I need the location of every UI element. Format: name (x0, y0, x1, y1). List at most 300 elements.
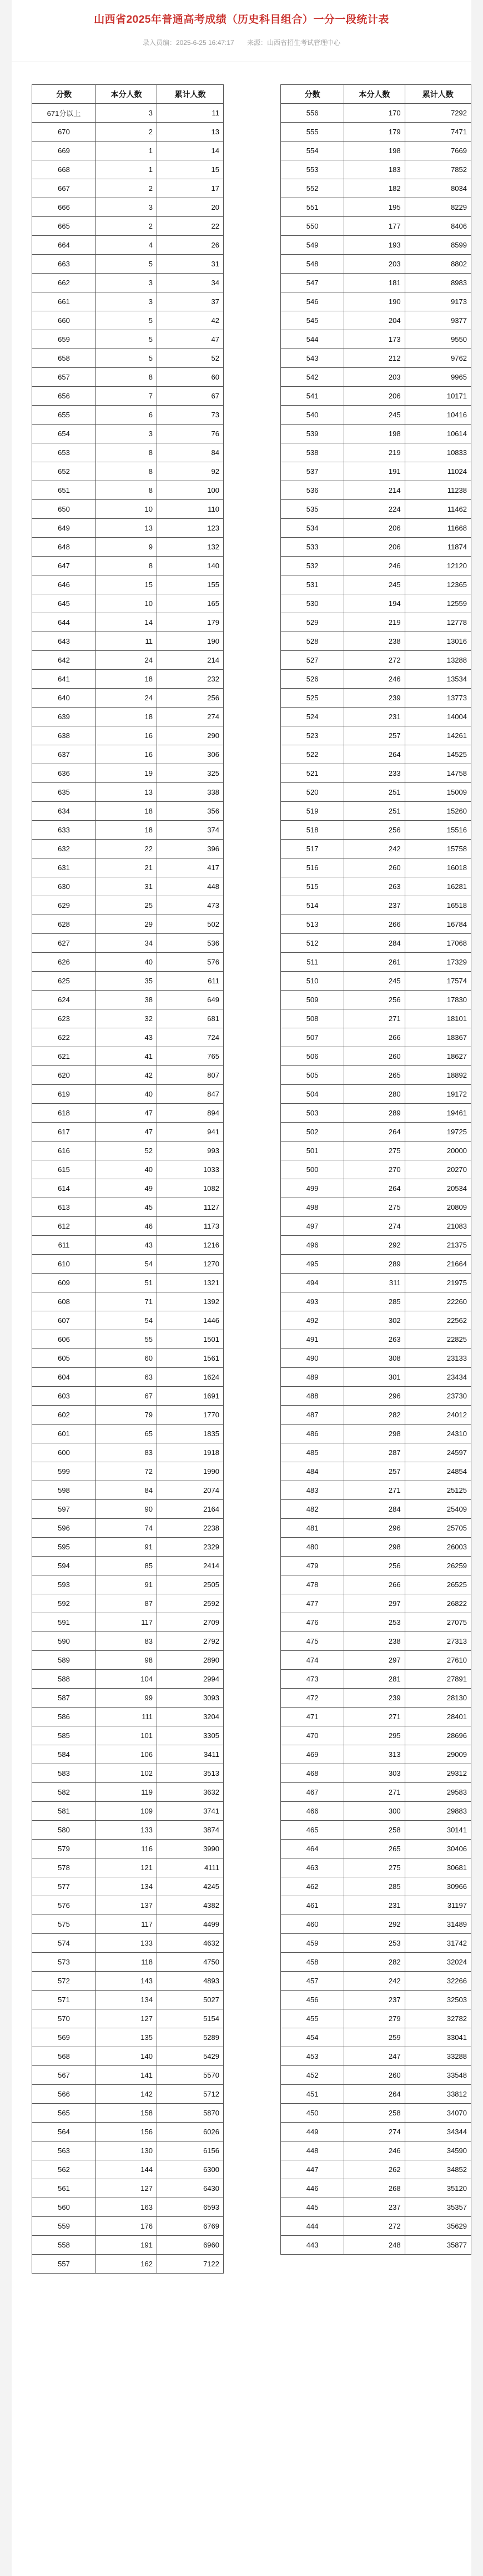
table-row (281, 1311, 471, 1330)
table-row (32, 877, 224, 896)
score-cell: 490 (281, 1349, 344, 1368)
score-cell: 638 (32, 726, 96, 745)
score-cell: 607 (32, 1311, 96, 1330)
cumulative-cell: 23730 (405, 1387, 471, 1406)
cumulative-cell: 576 (157, 953, 224, 972)
cumulative-cell: 2792 (157, 1632, 224, 1651)
cumulative-cell: 941 (157, 1123, 224, 1141)
score-cell: 447 (281, 2160, 344, 2179)
count-cell: 303 (344, 1764, 405, 1783)
table-row (281, 1274, 471, 1292)
count-cell: 38 (96, 991, 157, 1009)
cumulative-cell: 448 (157, 877, 224, 896)
cumulative-cell: 11462 (405, 500, 471, 519)
header-count: 本分人数 (344, 85, 405, 104)
cumulative-cell: 8802 (405, 255, 471, 274)
cumulative-cell: 2238 (157, 1519, 224, 1538)
header-score: 分数 (32, 85, 96, 104)
table-row (281, 406, 471, 425)
table-row (281, 1991, 471, 2009)
source-info: 来源：山西省招生考试管理中心 (247, 39, 341, 47)
table-row (281, 179, 471, 198)
count-cell: 266 (344, 1028, 405, 1047)
table-row (32, 1085, 224, 1104)
page-title: 山西省2025年普通高考成绩（历史科目组合）一分一段统计表 (94, 14, 389, 26)
cumulative-cell: 30681 (405, 1858, 471, 1877)
table-row (281, 1896, 471, 1915)
score-cell: 579 (32, 1840, 96, 1858)
table-row (32, 104, 224, 123)
table-row (281, 1085, 471, 1104)
score-cell: 462 (281, 1877, 344, 1896)
cumulative-cell: 20270 (405, 1160, 471, 1179)
count-cell: 206 (344, 387, 405, 406)
cumulative-cell: 7669 (405, 142, 471, 160)
table-row (281, 311, 471, 330)
count-cell: 111 (96, 1708, 157, 1726)
cumulative-cell: 42 (157, 311, 224, 330)
score-cell: 556 (281, 104, 344, 123)
score-cell: 493 (281, 1292, 344, 1311)
table-row (281, 1217, 471, 1236)
score-cell: 642 (32, 651, 96, 670)
score-cell: 555 (281, 123, 344, 142)
count-cell: 18 (96, 802, 157, 821)
score-cell: 634 (32, 802, 96, 821)
cumulative-cell: 4893 (157, 1972, 224, 1991)
score-cell: 621 (32, 1047, 96, 1066)
count-cell: 72 (96, 1462, 157, 1481)
table-row (32, 1406, 224, 1425)
count-cell: 182 (344, 179, 405, 198)
score-cell: 649 (32, 519, 96, 538)
table-row (32, 1745, 224, 1764)
cumulative-cell: 9965 (405, 368, 471, 387)
score-cell: 605 (32, 1349, 96, 1368)
score-cell: 539 (281, 425, 344, 443)
count-cell: 176 (96, 2217, 157, 2236)
cumulative-cell: 27313 (405, 1632, 471, 1651)
cumulative-cell: 26003 (405, 1538, 471, 1557)
table-row (32, 1425, 224, 1443)
count-cell: 127 (96, 2179, 157, 2198)
cumulative-cell: 13534 (405, 670, 471, 689)
cumulative-cell: 10416 (405, 406, 471, 425)
cumulative-cell: 22562 (405, 1311, 471, 1330)
table-row (281, 1406, 471, 1425)
score-cell: 595 (32, 1538, 96, 1557)
cumulative-cell: 536 (157, 934, 224, 953)
cumulative-cell: 6960 (157, 2236, 224, 2255)
cumulative-cell: 29883 (405, 1802, 471, 1821)
table-row (32, 594, 224, 613)
table-row (32, 726, 224, 745)
score-cell: 474 (281, 1651, 344, 1670)
count-cell: 101 (96, 1726, 157, 1745)
count-cell: 40 (96, 1160, 157, 1179)
table-row (32, 255, 224, 274)
count-cell: 158 (96, 2104, 157, 2123)
header-score: 分数 (281, 85, 344, 104)
table-row (32, 1255, 224, 1274)
table-row (281, 1594, 471, 1613)
count-cell: 140 (96, 2047, 157, 2066)
count-cell: 65 (96, 1425, 157, 1443)
count-cell: 2 (96, 217, 157, 236)
score-cell: 523 (281, 726, 344, 745)
table-row (32, 142, 224, 160)
table-row (281, 877, 471, 896)
cumulative-cell: 15758 (405, 840, 471, 858)
score-cell: 618 (32, 1104, 96, 1123)
score-cell: 549 (281, 236, 344, 255)
cumulative-cell: 47 (157, 330, 224, 349)
table-row (32, 1292, 224, 1311)
cumulative-cell: 20534 (405, 1179, 471, 1198)
cumulative-cell: 3513 (157, 1764, 224, 1783)
score-cell: 513 (281, 915, 344, 934)
cumulative-cell: 15 (157, 160, 224, 179)
count-cell: 40 (96, 953, 157, 972)
score-cell: 641 (32, 670, 96, 689)
table-row (32, 1840, 224, 1858)
count-cell: 265 (344, 1066, 405, 1085)
cumulative-cell: 256 (157, 689, 224, 708)
score-cell: 460 (281, 1915, 344, 1934)
cumulative-cell: 12778 (405, 613, 471, 632)
count-cell: 54 (96, 1255, 157, 1274)
cumulative-cell: 12559 (405, 594, 471, 613)
table-row (32, 2085, 224, 2104)
count-cell: 141 (96, 2066, 157, 2085)
count-cell: 263 (344, 877, 405, 896)
count-cell: 98 (96, 1651, 157, 1670)
count-cell: 297 (344, 1651, 405, 1670)
score-cell: 461 (281, 1896, 344, 1915)
score-cell: 507 (281, 1028, 344, 1047)
table-row (32, 991, 224, 1009)
score-cell: 502 (281, 1123, 344, 1141)
count-cell: 258 (344, 2104, 405, 2123)
cumulative-cell: 6300 (157, 2160, 224, 2179)
cumulative-cell: 22825 (405, 1330, 471, 1349)
score-cell: 609 (32, 1274, 96, 1292)
score-cell: 535 (281, 500, 344, 519)
score-cell: 481 (281, 1519, 344, 1538)
table-row (281, 915, 471, 934)
cumulative-cell: 24597 (405, 1443, 471, 1462)
cumulative-cell: 1990 (157, 1462, 224, 1481)
score-cell: 548 (281, 255, 344, 274)
table-row (32, 349, 224, 368)
cumulative-cell: 28696 (405, 1726, 471, 1745)
table-row (32, 1538, 224, 1557)
cumulative-cell: 1501 (157, 1330, 224, 1349)
count-cell: 231 (344, 708, 405, 726)
count-cell: 262 (344, 2160, 405, 2179)
score-cell: 501 (281, 1141, 344, 1160)
score-cell: 599 (32, 1462, 96, 1481)
table-row (281, 519, 471, 538)
count-cell: 282 (344, 1406, 405, 1425)
table-row (32, 1104, 224, 1123)
table-row (281, 1934, 471, 1953)
count-cell: 204 (344, 311, 405, 330)
score-cell: 475 (281, 1632, 344, 1651)
cumulative-cell: 5027 (157, 1991, 224, 2009)
score-cell: 496 (281, 1236, 344, 1255)
table-row (281, 2066, 471, 2085)
score-cell: 534 (281, 519, 344, 538)
table-row (32, 1123, 224, 1141)
cumulative-cell: 1082 (157, 1179, 224, 1198)
count-cell: 1 (96, 142, 157, 160)
count-cell: 271 (344, 1783, 405, 1802)
table-row (281, 500, 471, 519)
table-row (281, 557, 471, 575)
cumulative-cell: 765 (157, 1047, 224, 1066)
table-row (32, 934, 224, 953)
score-cell: 453 (281, 2047, 344, 2066)
count-cell: 106 (96, 1745, 157, 1764)
count-cell: 260 (344, 858, 405, 877)
table-row (32, 575, 224, 594)
table-row (281, 708, 471, 726)
count-cell: 55 (96, 1330, 157, 1349)
cumulative-cell: 1835 (157, 1425, 224, 1443)
count-cell: 1 (96, 160, 157, 179)
score-cell: 590 (32, 1632, 96, 1651)
score-cell: 639 (32, 708, 96, 726)
cumulative-cell: 306 (157, 745, 224, 764)
cumulative-cell: 7852 (405, 160, 471, 179)
table-header-row (281, 85, 471, 104)
table-row (32, 274, 224, 292)
count-cell: 117 (96, 1915, 157, 1934)
table-row (32, 1236, 224, 1255)
score-cell: 640 (32, 689, 96, 708)
table-row (32, 387, 224, 406)
cumulative-cell: 29583 (405, 1783, 471, 1802)
cumulative-cell: 140 (157, 557, 224, 575)
cumulative-cell: 356 (157, 802, 224, 821)
table-row (281, 2104, 471, 2123)
table-row (281, 1651, 471, 1670)
table-row (32, 2198, 224, 2217)
count-cell: 127 (96, 2009, 157, 2028)
cumulative-cell: 11 (157, 104, 224, 123)
table-row (32, 311, 224, 330)
table-row (32, 2255, 224, 2274)
cumulative-cell: 33548 (405, 2066, 471, 2085)
cumulative-cell: 31197 (405, 1896, 471, 1915)
table-row (32, 292, 224, 311)
count-cell: 198 (344, 142, 405, 160)
cumulative-cell: 30141 (405, 1821, 471, 1840)
cumulative-cell: 2074 (157, 1481, 224, 1500)
table-row (281, 387, 471, 406)
table-row (32, 2141, 224, 2160)
count-cell: 29 (96, 915, 157, 934)
score-cell: 533 (281, 538, 344, 557)
cumulative-cell: 15009 (405, 783, 471, 802)
score-cell: 478 (281, 1575, 344, 1594)
table-row (32, 708, 224, 726)
score-cell: 662 (32, 274, 96, 292)
score-cell: 495 (281, 1255, 344, 1274)
score-cell: 591 (32, 1613, 96, 1632)
cumulative-cell: 3305 (157, 1726, 224, 1745)
cumulative-cell: 190 (157, 632, 224, 651)
cumulative-cell: 3632 (157, 1783, 224, 1802)
table-row (281, 1689, 471, 1708)
cumulative-cell: 894 (157, 1104, 224, 1123)
score-cell: 646 (32, 575, 96, 594)
score-cell: 633 (32, 821, 96, 840)
count-cell: 219 (344, 613, 405, 632)
count-cell: 203 (344, 368, 405, 387)
cumulative-cell: 22 (157, 217, 224, 236)
count-cell: 5 (96, 330, 157, 349)
cumulative-cell: 1624 (157, 1368, 224, 1387)
count-cell: 219 (344, 443, 405, 462)
count-cell: 7 (96, 387, 157, 406)
count-cell: 272 (344, 651, 405, 670)
count-cell: 63 (96, 1368, 157, 1387)
cumulative-cell: 17830 (405, 991, 471, 1009)
score-cell: 588 (32, 1670, 96, 1689)
table-row (32, 1858, 224, 1877)
score-cell: 665 (32, 217, 96, 236)
score-cell: 508 (281, 1009, 344, 1028)
score-cell: 494 (281, 1274, 344, 1292)
score-cell: 544 (281, 330, 344, 349)
score-cell: 600 (32, 1443, 96, 1462)
score-cell: 562 (32, 2160, 96, 2179)
cumulative-cell: 2994 (157, 1670, 224, 1689)
cumulative-cell: 60 (157, 368, 224, 387)
count-cell: 3 (96, 198, 157, 217)
table-row (32, 368, 224, 387)
header-cumulative: 累计人数 (157, 85, 224, 104)
score-cell: 448 (281, 2141, 344, 2160)
count-cell: 238 (344, 1632, 405, 1651)
table-row (32, 896, 224, 915)
count-cell: 32 (96, 1009, 157, 1028)
count-cell: 245 (344, 406, 405, 425)
cumulative-cell: 32266 (405, 1972, 471, 1991)
score-cell: 538 (281, 443, 344, 462)
count-cell: 271 (344, 1708, 405, 1726)
score-cell: 630 (32, 877, 96, 896)
cumulative-cell: 14261 (405, 726, 471, 745)
cumulative-cell: 5870 (157, 2104, 224, 2123)
score-cell: 560 (32, 2198, 96, 2217)
score-cell: 550 (281, 217, 344, 236)
cumulative-cell: 10171 (405, 387, 471, 406)
score-cell: 598 (32, 1481, 96, 1500)
score-cell: 519 (281, 802, 344, 821)
cumulative-cell: 24310 (405, 1425, 471, 1443)
cumulative-cell: 23133 (405, 1349, 471, 1368)
table-row (281, 1877, 471, 1896)
cumulative-cell: 1918 (157, 1443, 224, 1462)
table-row (281, 1443, 471, 1462)
cumulative-cell: 32024 (405, 1953, 471, 1972)
score-cell: 480 (281, 1538, 344, 1557)
score-cell: 553 (281, 160, 344, 179)
count-cell: 266 (344, 1575, 405, 1594)
cumulative-cell: 32503 (405, 1991, 471, 2009)
cumulative-cell: 847 (157, 1085, 224, 1104)
table-row (32, 858, 224, 877)
score-cell: 654 (32, 425, 96, 443)
score-cell: 455 (281, 2009, 344, 2028)
score-cell: 664 (32, 236, 96, 255)
table-row (281, 2141, 471, 2160)
count-cell: 18 (96, 670, 157, 689)
table-row (32, 236, 224, 255)
cumulative-cell: 2709 (157, 1613, 224, 1632)
cumulative-cell: 24854 (405, 1462, 471, 1481)
count-cell: 292 (344, 1915, 405, 1934)
score-cell: 585 (32, 1726, 96, 1745)
cumulative-cell: 18892 (405, 1066, 471, 1085)
count-cell: 302 (344, 1311, 405, 1330)
cumulative-cell: 325 (157, 764, 224, 783)
score-cell: 622 (32, 1028, 96, 1047)
table-row (281, 462, 471, 481)
count-cell: 31 (96, 877, 157, 896)
score-cell: 666 (32, 198, 96, 217)
table-row (32, 745, 224, 764)
score-cell: 612 (32, 1217, 96, 1236)
cumulative-cell: 3093 (157, 1689, 224, 1708)
cumulative-cell: 8229 (405, 198, 471, 217)
score-cell: 491 (281, 1330, 344, 1349)
score-cell: 526 (281, 670, 344, 689)
count-cell: 214 (344, 481, 405, 500)
score-cell: 450 (281, 2104, 344, 2123)
count-cell: 3 (96, 104, 157, 123)
score-cell: 632 (32, 840, 96, 858)
cumulative-cell: 35120 (405, 2179, 471, 2198)
table-row (32, 821, 224, 840)
count-cell: 264 (344, 2085, 405, 2104)
cumulative-cell: 17574 (405, 972, 471, 991)
count-cell: 118 (96, 1953, 157, 1972)
table-row (32, 1934, 224, 1953)
cumulative-cell: 16784 (405, 915, 471, 934)
table-row (281, 689, 471, 708)
score-cell: 594 (32, 1557, 96, 1575)
cumulative-cell: 7292 (405, 104, 471, 123)
count-cell: 91 (96, 1538, 157, 1557)
cumulative-cell: 26259 (405, 1557, 471, 1575)
cumulative-cell: 8406 (405, 217, 471, 236)
count-cell: 284 (344, 1500, 405, 1519)
table-row (32, 1651, 224, 1670)
table-row (281, 1538, 471, 1557)
score-cell: 536 (281, 481, 344, 500)
score-cell: 470 (281, 1726, 344, 1745)
count-cell: 46 (96, 1217, 157, 1236)
score-cell: 489 (281, 1368, 344, 1387)
cumulative-cell: 4111 (157, 1858, 224, 1877)
score-cell: 476 (281, 1613, 344, 1632)
cumulative-cell: 34852 (405, 2160, 471, 2179)
score-cell: 584 (32, 1745, 96, 1764)
